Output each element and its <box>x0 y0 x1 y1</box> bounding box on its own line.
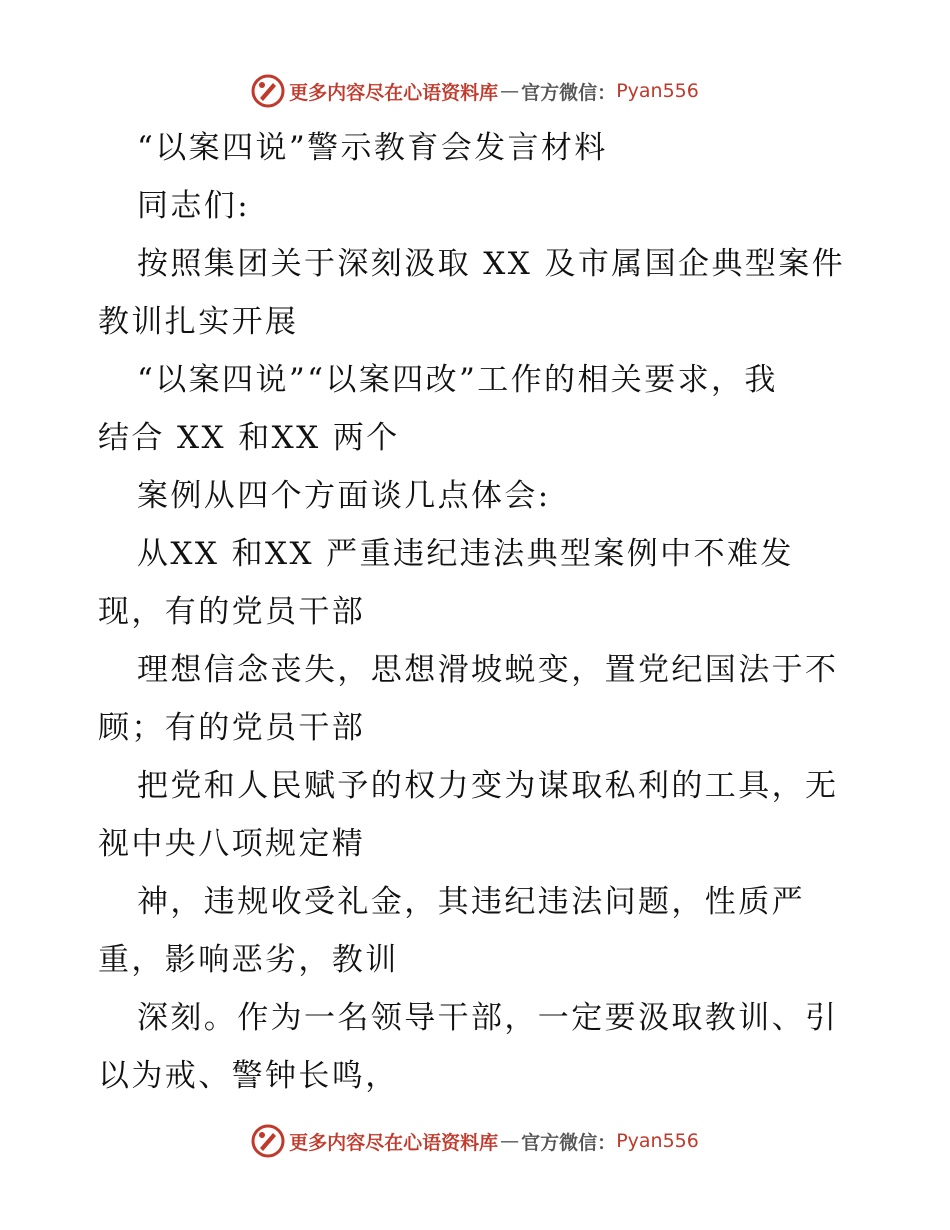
banner-wechat-id: Pyan556 <box>616 1130 699 1152</box>
doc-line: 以为戒、警钟长鸣， <box>98 1058 399 1094</box>
doc-line: 理想信念丧失，思想滑坡蜕变，置党纪国法于不 <box>137 652 839 688</box>
banner-official-label: 官方微信： <box>521 81 617 104</box>
doc-line: 案例从四个方面谈几点体会: <box>137 478 551 514</box>
document-title: “以案四说”警示教育会发言材料 <box>137 130 608 166</box>
doc-line: 现，有的党员干部 <box>98 594 366 630</box>
doc-line: 同志们: <box>137 188 251 224</box>
doc-line: “以案四说”“以案四改”工作的相关要求，我 <box>137 362 778 398</box>
doc-line: 教训扎实开展 <box>98 304 299 340</box>
doc-line: 神，违规收受礼金，其违纪违法问题，性质严 <box>137 884 805 920</box>
doc-line: 从XX 和XX 严重违纪违法典型案例中不难发 <box>137 536 794 572</box>
doc-line: 结合 XX 和XX 两个 <box>98 420 400 456</box>
doc-line: 视中央八项规定精 <box>98 826 366 862</box>
banner-official-label: 官方微信： <box>521 1131 617 1154</box>
brand-logo-icon <box>251 1124 285 1158</box>
banner-main-text: 更多内容尽在心语资料库 <box>289 81 499 104</box>
doc-line: 深刻。作为一名领导干部，一定要汲取教训、引 <box>137 1000 839 1036</box>
footer-watermark-banner <box>0 1121 950 1161</box>
brand-logo-icon <box>251 74 285 108</box>
banner-wechat-id: Pyan556 <box>616 80 699 102</box>
doc-line: 顾；有的党员干部 <box>98 710 366 746</box>
doc-line: 重，影响恶劣，教训 <box>98 942 399 978</box>
banner-dash: — <box>500 1130 520 1152</box>
banner-main-text: 更多内容尽在心语资料库 <box>289 1131 499 1154</box>
doc-line: 把党和人民赋予的权力变为谋取私利的工具，无 <box>137 768 839 804</box>
doc-line: 按照集团关于深刻汲取 XX 及市属国企典型案件 <box>137 246 846 282</box>
banner-dash: — <box>500 80 520 102</box>
header-watermark-banner <box>0 71 950 111</box>
